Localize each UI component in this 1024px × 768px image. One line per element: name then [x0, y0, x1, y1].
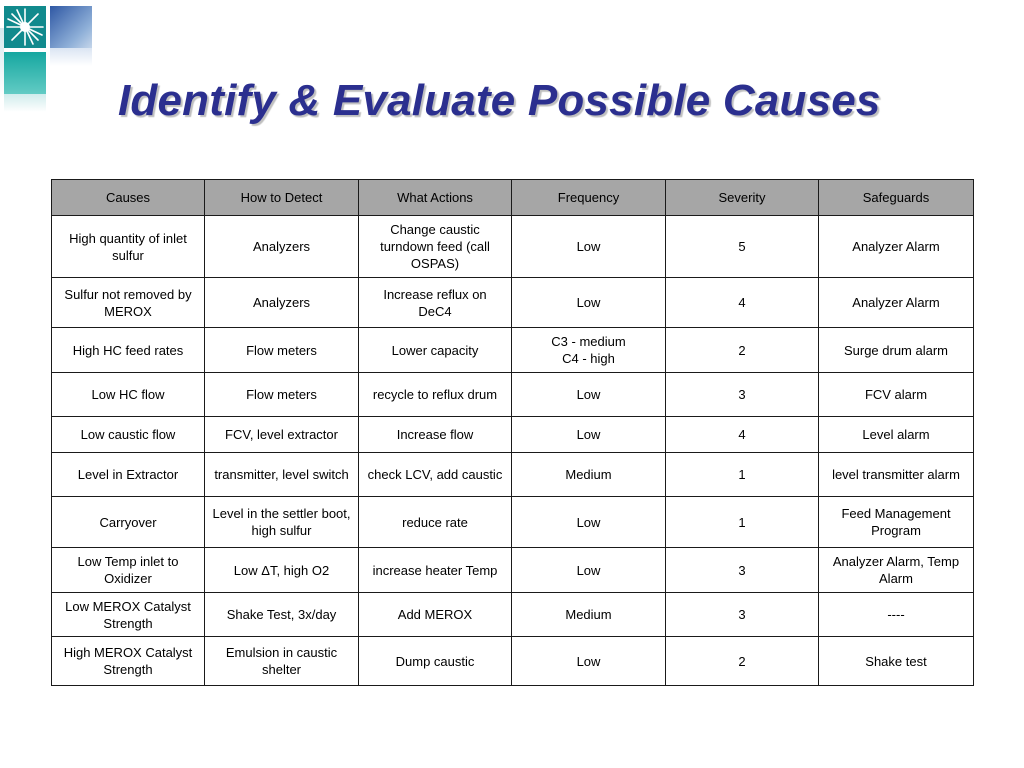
table-row [52, 497, 974, 548]
cell-frequency [512, 328, 666, 373]
cell-safeguards: Analyzer Alarm, Temp Alarm [819, 548, 974, 593]
cell-safeguards: level transmitter alarm [819, 453, 974, 497]
cell-action: Change caustic turndown feed (call OSPAS) [359, 216, 512, 278]
cell-action: reduce rate [359, 497, 512, 548]
cell-cause: Low Temp inlet to Oxidizer [52, 548, 205, 593]
cell-action: Lower capacity [359, 328, 512, 373]
star-burst-icon [4, 6, 46, 48]
cell-cause: Low caustic flow [52, 417, 205, 453]
cell-detect: Level in the settler boot, high sulfur [205, 497, 359, 548]
cell-safeguards: Shake test [819, 637, 974, 686]
table-row [52, 216, 974, 278]
column-header-frequency: Frequency [512, 180, 666, 216]
cell-severity: 5 [666, 216, 819, 278]
cell-safeguards: ---- [819, 593, 974, 637]
logo-square-blue [50, 6, 92, 48]
cell-cause: Level in Extractor [52, 453, 205, 497]
cell-detect: Shake Test, 3x/day [205, 593, 359, 637]
cell-action: Add MEROX [359, 593, 512, 637]
table-header-row [52, 180, 974, 216]
cell-detect: Analyzers [205, 216, 359, 278]
cell-cause: Carryover [52, 497, 205, 548]
table-row [52, 328, 974, 373]
cell-detect: Emulsion in caustic shelter [205, 637, 359, 686]
cell-cause: Low MEROX Catalyst Strength [52, 593, 205, 637]
cell-detect: Flow meters [205, 328, 359, 373]
cell-severity: 3 [666, 593, 819, 637]
cell-action: Increase flow [359, 417, 512, 453]
cell-severity: 4 [666, 278, 819, 328]
cell-frequency: Medium [512, 453, 666, 497]
column-header-causes: Causes [52, 180, 205, 216]
cell-frequency: Low [512, 278, 666, 328]
cell-cause: Sulfur not removed by MEROX [52, 278, 205, 328]
cell-detect: Flow meters [205, 373, 359, 417]
cell-frequency: Low [512, 548, 666, 593]
cell-severity: 3 [666, 548, 819, 593]
cell-frequency: Low [512, 417, 666, 453]
column-header-how-to-detect: How to Detect [205, 180, 359, 216]
cell-detect: Analyzers [205, 278, 359, 328]
cell-cause: High HC feed rates [52, 328, 205, 373]
logo-reflection [4, 94, 46, 112]
cell-safeguards: Analyzer Alarm [819, 216, 974, 278]
cell-severity: 1 [666, 497, 819, 548]
cell-action: check LCV, add caustic [359, 453, 512, 497]
cell-safeguards: FCV alarm [819, 373, 974, 417]
table-row [52, 373, 974, 417]
cell-cause: Low HC flow [52, 373, 205, 417]
cell-cause: High MEROX Catalyst Strength [52, 637, 205, 686]
cell-severity: 2 [666, 328, 819, 373]
frequency-line: C4 - high [562, 351, 615, 366]
column-header-severity: Severity [666, 180, 819, 216]
cell-action: Increase reflux on DeC4 [359, 278, 512, 328]
column-header-what-actions: What Actions [359, 180, 512, 216]
frequency-line: C3 - medium [551, 334, 626, 349]
table-row [52, 548, 974, 593]
table-row [52, 417, 974, 453]
cell-safeguards: Level alarm [819, 417, 974, 453]
cell-detect: FCV, level extractor [205, 417, 359, 453]
cell-severity: 3 [666, 373, 819, 417]
cell-frequency: Low [512, 637, 666, 686]
table-row [52, 278, 974, 328]
cell-safeguards: Surge drum alarm [819, 328, 974, 373]
cell-severity: 4 [666, 417, 819, 453]
table-row [52, 593, 974, 637]
logo-reflection [50, 48, 92, 66]
cell-severity: 1 [666, 453, 819, 497]
cell-detect: Low ΔT, high O2 [205, 548, 359, 593]
column-header-safeguards: Safeguards [819, 180, 974, 216]
slide-title: Identify & Evaluate Possible Causes [118, 76, 881, 125]
cell-frequency: Low [512, 497, 666, 548]
cell-frequency: Medium [512, 593, 666, 637]
logo-square-aqua [4, 52, 46, 94]
cell-action: increase heater Temp [359, 548, 512, 593]
table-row [52, 453, 974, 497]
cell-frequency: Low [512, 216, 666, 278]
causes-table [51, 179, 974, 686]
cell-frequency: Low [512, 373, 666, 417]
cell-safeguards: Feed Management Program [819, 497, 974, 548]
cell-action: recycle to reflux drum [359, 373, 512, 417]
cell-detect: transmitter, level switch [205, 453, 359, 497]
table-row [52, 637, 974, 686]
cell-severity: 2 [666, 637, 819, 686]
cell-cause: High quantity of inlet sulfur [52, 216, 205, 278]
cell-safeguards: Analyzer Alarm [819, 278, 974, 328]
cell-action: Dump caustic [359, 637, 512, 686]
